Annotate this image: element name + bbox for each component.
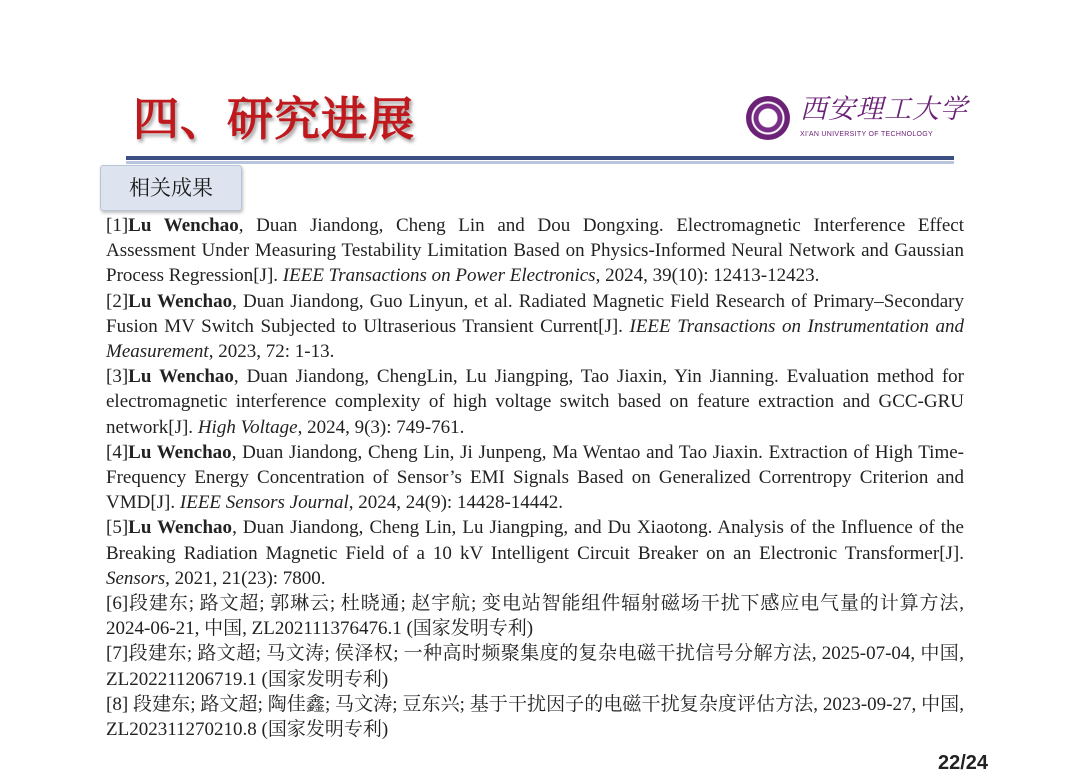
ref-author-bold: Lu Wenchao	[128, 441, 232, 463]
reference-item	[106, 515, 964, 591]
patent-item: [8] 段建东; 路文超; 陶佳鑫; 马文涛; 豆东兴; 基于干扰因子的电磁干扰复杂度评估方法, 2023-09-27, 中国, ZL202311270210.8 (国家发明专利)	[106, 693, 964, 741]
header-divider-shadow	[126, 161, 954, 164]
header-divider	[126, 156, 954, 160]
ref-number: [3]	[106, 366, 129, 388]
reference-item	[106, 440, 964, 516]
ref-journal: High Voltage	[197, 416, 298, 438]
ref-body: , Duan Jiandong, Guo Linyun, et al. Radiated Magnetic Field Research of Primary–Secondary Fusion MV Switch Subjected to Ultraserious Transient Current[J].	[106, 290, 964, 337]
ref-body: , Duan Jiandong, Cheng Lin, Ji Junpeng, Ma Wentao and Tao Jiaxin. Extraction of High Time-Frequency Energy Concentration of Sensor’s EMI Signals Based on Generalized Correntropy Criterion and VMD[J].	[106, 441, 964, 514]
logo-name-cn: 西安理工大学	[800, 94, 968, 125]
ref-journal: IEEE Sensors Journal	[179, 492, 349, 514]
reference-item	[106, 289, 964, 365]
section-tag: 相关成果	[100, 165, 242, 211]
ref-number: [2]	[106, 290, 129, 312]
ref-body: , Duan Jiandong, Cheng Lin and Dou Dongxing. Electromagnetic Interference Effect Assessment Under Measuring Testability Limitation Based on Physics-Informed Neural Network and Gaussian Process Regression[J].	[106, 215, 964, 287]
ref-journal: IEEE Transactions on Power Electronics	[282, 265, 596, 287]
ref-tail: , 2021, 21(23): 7800.	[165, 567, 326, 589]
ref-tail: , 2024, 9(3): 749-761.	[297, 416, 465, 438]
ref-number: [4]	[106, 441, 129, 463]
ref-body: , Duan Jiandong, ChengLin, Lu Jiangping, Tao Jiaxin, Yin Jianning. Evaluation method for electromagnetic interference complexity of high voltage switch based on feature extraction and GCC-GRU network[J].	[106, 366, 964, 438]
ref-journal: Sensors	[106, 567, 166, 589]
ref-number: [1]	[106, 215, 129, 236]
ref-tail: , 2023, 72: 1-13.	[208, 341, 335, 363]
logo-name-en: XI'AN UNIVERSITY OF TECHNOLOGY	[800, 131, 933, 138]
ref-journal: IEEE Transactions on Instrumentation and Measurement	[106, 315, 964, 363]
patent-item: [6]段建东; 路文超; 郭琳云; 杜晓通; 赵宇航; 变电站智能组件辐射磁场干扰下感应电气量的计算方法, 2024-06-21, 中国, ZL202111376476.1 (国家发明专利)	[106, 593, 964, 640]
ref-number: [5]	[106, 517, 129, 539]
ref-author-bold: Lu Wenchao	[128, 215, 239, 236]
slide-title: 四、研究进展	[133, 92, 415, 146]
university-seal-icon	[746, 96, 790, 140]
ref-author-bold: Lu Wenchao	[128, 290, 233, 312]
university-logo	[746, 94, 968, 146]
reference-item	[106, 364, 964, 440]
ref-tail: , 2024, 24(9): 14428-14442.	[348, 492, 564, 514]
ref-tail: , 2024, 39(10): 12413-12423.	[595, 265, 820, 287]
ref-author-bold: Lu Wenchao	[128, 366, 234, 388]
ref-author-bold: Lu Wenchao	[128, 517, 233, 539]
ref-body: , Duan Jiandong, Cheng Lin, Lu Jiangping, and Du Xiaotong. Analysis of the Influence of the Breaking Radiation Magnetic Field of a 10 kV Intelligent Circuit Breaker on an Electronic Transformer[J].	[106, 517, 964, 564]
patent-item: [7]段建东; 路文超; 马文涛; 侯泽权; 一种高时频聚集度的复杂电磁干扰信号分解方法, 2025-07-04, 中国, ZL202211206719.1 (国家发明专利)	[106, 643, 964, 690]
page-number: 22/24	[938, 752, 989, 774]
reference-item	[106, 213, 964, 289]
reference-list	[106, 213, 964, 742]
